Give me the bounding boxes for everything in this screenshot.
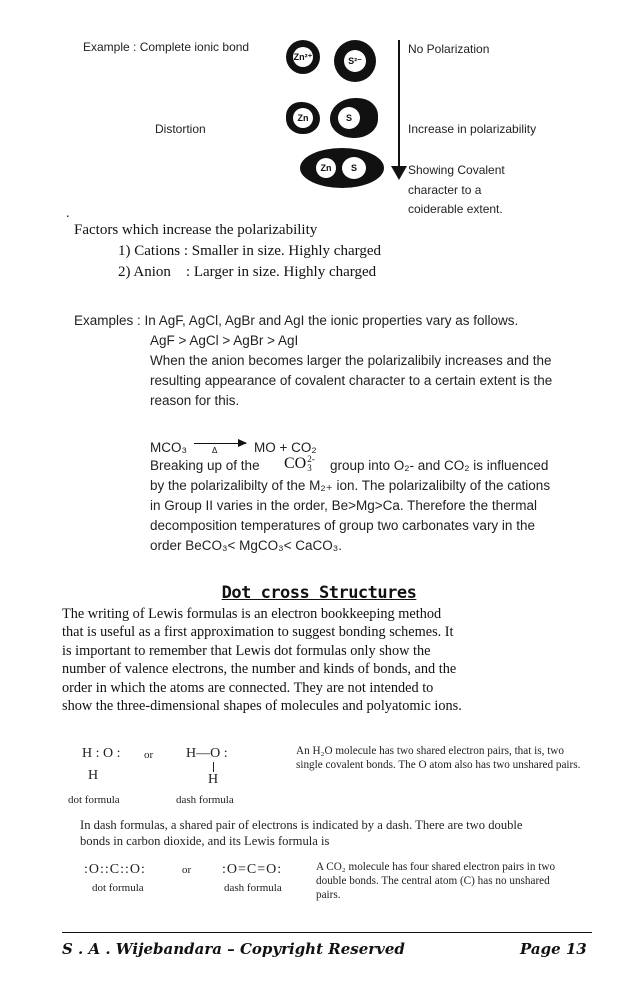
distortion-label: Distortion bbox=[155, 122, 206, 136]
increase-label: Increase in polarizability bbox=[408, 122, 537, 136]
co2-desc-1: A CO₂ molecule has four shared electron pairs in two bbox=[316, 861, 556, 873]
para-line-1: The writing of Lewis formulas is an electron bookkeeping method bbox=[62, 606, 442, 622]
examples-line6b: group into O₂- and CO₂ is influenced bbox=[330, 458, 549, 473]
or-1: or bbox=[144, 749, 154, 761]
polarization-arrow-head bbox=[391, 166, 407, 180]
h2o-dash-caption: dash formula bbox=[176, 794, 234, 806]
co2-dot-caption: dot formula bbox=[92, 882, 144, 894]
carbonate-charge: 2- bbox=[307, 454, 315, 465]
carbonate-subscript: 3 bbox=[307, 463, 312, 474]
carbonate-ion bbox=[284, 455, 315, 473]
dash-para-2: bonds in carbon dioxide, and its Lewis formula is bbox=[80, 834, 330, 848]
examples-line5: reason for this. bbox=[150, 393, 240, 408]
zn-ion-2-label: Zn bbox=[293, 108, 313, 128]
showing-covalent-3: coiderable extent. bbox=[408, 202, 503, 216]
stray-dot: . bbox=[66, 206, 70, 221]
showing-covalent-2: character to a bbox=[408, 183, 482, 197]
s-ion-1 bbox=[334, 40, 376, 82]
examples-line9: decomposition temperatures of group two carbonates vary in the bbox=[150, 518, 535, 533]
co2-dash-caption: dash formula bbox=[224, 882, 282, 894]
co2-dash-formula: :O=C=O: bbox=[222, 862, 283, 877]
factors-heading: Factors which increase the polarizability bbox=[74, 222, 318, 238]
para-line-5: order in which the atoms are connected. They are not intended to bbox=[62, 679, 434, 696]
examples-line1: Examples : In AgF, AgCl, AgBr and AgI the ionic properties vary as follows. bbox=[74, 313, 519, 328]
merged-ion bbox=[300, 148, 384, 188]
examples-line7: by the polarizalibilty of the M₂₊ ion. The polarizalibilty of the cations bbox=[150, 478, 551, 493]
h2o-dot-caption: dot formula bbox=[68, 794, 120, 806]
h2o-dash-formula: H—O : bbox=[186, 746, 228, 761]
h2o-desc-2: single covalent bonds. The O atom also has two unshared pairs. bbox=[296, 759, 581, 771]
h2o-dash-bond bbox=[213, 762, 214, 772]
carbonate-base: CO bbox=[284, 455, 307, 472]
reaction-delta: Δ bbox=[212, 446, 218, 455]
zn-ion-1 bbox=[286, 40, 320, 74]
zn-ion-1-label: Zn²⁺ bbox=[293, 47, 313, 67]
examples-line2: AgF > AgCl > AgBr > AgI bbox=[150, 333, 299, 348]
para-line-2: that is useful as a first approximation to suggest bonding schemes. It bbox=[62, 624, 454, 641]
lewis-paragraph bbox=[62, 605, 592, 715]
co2-desc-2: double bonds. The central atom (C) has no unshared bbox=[316, 875, 550, 887]
zn-ion-2 bbox=[286, 102, 320, 134]
para-line-6: show the three-dimensional shapes of molecules and polyatomic ions. bbox=[62, 698, 462, 715]
co2-desc-3: pairs. bbox=[316, 889, 341, 901]
s-ion-2 bbox=[330, 98, 378, 138]
h2o-dot-h: H bbox=[88, 768, 99, 783]
footer-rule bbox=[62, 932, 592, 933]
examples-line3: When the anion becomes larger the polarizalibily increases and the bbox=[150, 353, 552, 368]
para-line-3: is important to remember that Lewis dot formulas only show the bbox=[62, 642, 431, 659]
section-title: Dot cross Structures bbox=[221, 583, 417, 603]
examples-line6a: Breaking up of the bbox=[150, 458, 260, 473]
no-polarization-label: No Polarization bbox=[408, 42, 490, 56]
para-line-4: number of valence electrons, the number and kinds of bonds, and the bbox=[62, 661, 457, 678]
examples-line10: order BeCO₃< MgCO₃< CaCO₃. bbox=[150, 538, 343, 553]
merged-ion-zn-label: Zn bbox=[316, 158, 336, 178]
dash-para-1: In dash formulas, a shared pair of electrons is indicated by a dash. There are two double bbox=[80, 818, 523, 832]
footer-page-number: Page 13 bbox=[520, 940, 587, 958]
example-label: Example : Complete ionic bond bbox=[83, 40, 250, 54]
footer-author: S . A . Wijebandara – Copyright Reserved bbox=[62, 940, 405, 958]
examples-line8: in Group II varies in the order, Be>Mg>Ca. Therefore the thermal bbox=[150, 498, 537, 513]
h2o-dot-formula: H : O : bbox=[82, 746, 121, 761]
reaction-left: MCO₃ bbox=[150, 440, 187, 455]
factors-cations: 1) Cations : Smaller in size. Highly charged bbox=[118, 243, 382, 259]
showing-covalent-1: Showing Covalent bbox=[408, 163, 505, 177]
polarization-arrow-shaft bbox=[398, 40, 400, 168]
s-ion-1-label: S²⁻ bbox=[344, 50, 366, 72]
reaction-arrow-head bbox=[238, 439, 247, 447]
h2o-desc-1: An H₂O molecule has two shared electron pairs, that is, two bbox=[296, 745, 564, 757]
or-2: or bbox=[182, 864, 192, 876]
reaction-right: MO + CO₂ bbox=[254, 440, 317, 455]
merged-ion-s-label: S bbox=[342, 157, 366, 179]
examples-line4: resulting appearance of covalent character to a certain extent is the bbox=[150, 373, 553, 388]
h2o-dash-h: H bbox=[208, 772, 219, 787]
s-ion-2-label: S bbox=[338, 107, 360, 129]
factors-anion: 2) Anion : Larger in size. Highly charged bbox=[118, 264, 377, 280]
co2-dot-formula: :O::C::O: bbox=[84, 862, 146, 877]
